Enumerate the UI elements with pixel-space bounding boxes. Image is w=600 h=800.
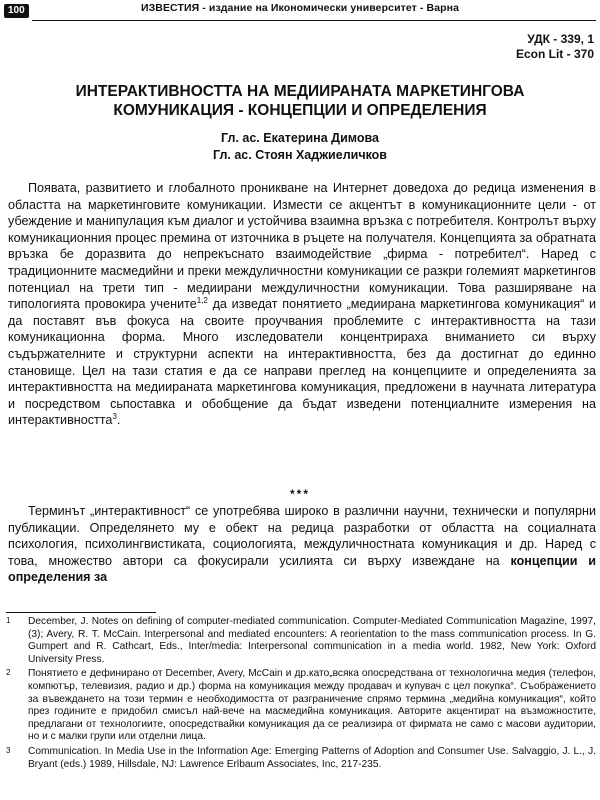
footnote-mark: 2 (6, 668, 11, 678)
p2-bold-text: концепции и определения за (8, 553, 596, 585)
p1-text-b: да изведат понятието „медиирана маркетингова комуникация“ и да поставят във фокуса на своите проучвания проблемите с интерактивността на тази комуникационна форма. Много изследователи концентрираха вниманието си върху съдържателните и структурни аспекти на интерактивността, без да достигнат до единно становище. Цел на тази статия е да се направи преглед на концепциите и определенията за интерактивността на медиираната маркетингова комуникация, предложени в научната литература и посредством сьпоставка и обобщение да бъдат изведени потенциалните измерения на интерактивността (8, 297, 597, 428)
footnote-2 (6, 668, 596, 744)
footnote-text: Communication. In Media Use in the Information Age: Emerging Patterns of Adoption and Consumer Use. Salvaggio, J. L., J. Bryant (eds.) 1989, Hillsdale, NJ: Lawrence Erlbaum Associates, Inc, 217-235. (28, 745, 596, 770)
econlit-code: Econ Lit - 370 (515, 47, 594, 61)
footnote-text: December, J. Notes on defining of computer-mediated communication. Computer-Mediated Communication Magazine, 1997,(3); Avery, R. T. McCain. Interpersonal and mediated encounters: A reorientation to the mass communication process. In G. Gumpert and R. Cathcart, Eds., Inter/media: Interpersonal communication in a media world. 1982, New York: Oxford University Press. (28, 616, 596, 665)
author-2: Гл. ас. Стоян Хаджиеличков (213, 148, 387, 162)
body-paragraph-2 (8, 503, 596, 586)
footnote-1 (6, 616, 596, 666)
page-header (0, 0, 600, 22)
author-1: Гл. ас. Екатерина Димова (221, 131, 379, 145)
footnote-mark: 1 (6, 616, 11, 625)
author-list (0, 130, 600, 164)
p1-text-a: Появата, развитието и глобалното проникване на Интернет доведоха до редица изменения в областта на маркетинговите комуникации. Измести се акцентът в комуникационните цели - от убеждение и манипулация към диалог и устойчива взаимна връзка с потребителя. Контролът върху комуникационния процес премина от източника в ръцете на получателя. Концепцията за обратната връзка бе доразвита до непрекъснато взаимодействие „фирма - потребител“. Наред с традиционните масмедийни и преки междуличностни комуникации се разкри големият маркетингов потенциал на трети тип - медиирани междуличностни комуникации. Това разширяване на типологията провокира учените (8, 181, 596, 312)
footnote-rule (6, 612, 156, 613)
footnote-3 (6, 746, 596, 771)
article-title: ИНТЕРАКТИВНОСТТА НА МЕДИИРАНАТА МАРКЕТИНГОВА КОМУНИКАЦИЯ - КОНЦЕПЦИИ И ОПРЕДЕЛЕНИЯ (75, 83, 525, 119)
body-paragraph-1 (8, 180, 596, 429)
header-rule (32, 20, 596, 21)
running-title: ИЗВЕСТИЯ - издание на Икономически университет - Варна (140, 2, 460, 14)
footnote-ref-3: 3 (112, 412, 117, 422)
footnote-ref-1-2: 1,2 (196, 295, 208, 305)
footnote-mark: 3 (6, 745, 11, 755)
section-separator: *** (289, 487, 310, 501)
footnotes (6, 616, 596, 773)
udk-code: УДК - 339, 1 (527, 32, 594, 46)
page-number: 100 (4, 4, 29, 18)
footnote-text: Понятието е дефинирано от December, Avery, McCain и др.като„всяка опосредствана от технологична медия (телефон, компютър, телевизия, радио и др.) форма на комуникация между продавач и купувач с цел покупка“. Съображението за въвеждането на този термин е необходимостта от разграничение спрямо термина „медийна комуникация“, който през годините е придобил смисъл най-вече на масмедийна комуникация. Авторите акцентират на възможностите, предлагани от технологиите, опосредствайки комуникация да се реализира от фирмата не само с масови аудитории, но и с малки групи или отделни лица. (28, 668, 596, 743)
p1-end: . (116, 413, 121, 428)
p2-text-a: Терминът „интерактивност“ се употребява широко в различни научни, технически и популярни публикации. Определянето му е обект на редица разработки от областта на социалната психология, психолингвистиката, социологията, междуличностната комуникация и др. Наред с това, множество автори са фокусирали усилията си върху извеждане на (8, 504, 596, 568)
classification-codes (516, 32, 594, 62)
